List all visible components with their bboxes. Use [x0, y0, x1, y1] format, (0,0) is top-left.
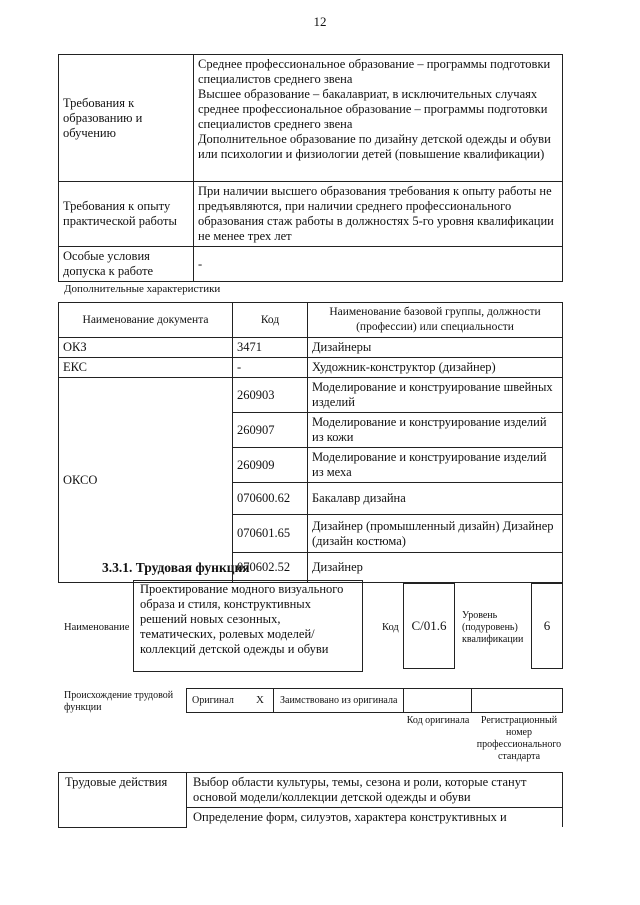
- table-row: [59, 247, 563, 282]
- col-header-code: Код: [233, 303, 308, 338]
- cell-name: Моделирование и конструирование изделий из меха: [308, 448, 563, 483]
- cell-code: 260903: [233, 378, 308, 413]
- text-line: При наличии высшего образования требования к опыту работы не предъявляются, при наличии среднего профессионального образования стаж работы в должностях 5-го уровня квалификации не менее трех лет: [198, 184, 554, 243]
- requirements-table: [58, 54, 563, 282]
- actions-label: Трудовые действия: [59, 773, 187, 828]
- cell-code: -: [233, 358, 308, 378]
- text-line: Высшее образование – бакалавриат, в исключительных случаях среднее профессиональное образование – программы подготовки специалистов среднего звена: [198, 87, 548, 131]
- page-number: 12: [313, 14, 327, 29]
- cell-code: 260909: [233, 448, 308, 483]
- function-code-box: С/01.6: [403, 583, 455, 669]
- section-title: 3.3.1. Трудовая функция: [102, 560, 250, 575]
- table-row: [59, 338, 563, 358]
- code-original-caption: Код оригинала: [406, 715, 470, 726]
- cell-name: Художник-конструктор (дизайнер): [308, 358, 563, 378]
- table-row: [59, 773, 563, 808]
- borrowed-label: Заимствовано из оригинала: [280, 695, 398, 706]
- row-value: [194, 182, 563, 247]
- additional-title: Дополнительные характеристики: [64, 283, 221, 295]
- action-item: Выбор области культуры, темы, сезона и роли, которые станут основой модели/коллекции детской одежды и обуви: [187, 773, 563, 808]
- level-label: Уровень (подуровень) квалификации: [462, 610, 524, 645]
- original-label: Оригинал: [192, 695, 234, 706]
- row-value: [194, 55, 563, 182]
- row-label: Особые условия допуска к работе: [59, 247, 194, 282]
- cell-doc: ОКЗ: [59, 338, 233, 358]
- col-header-document: Наименование документа: [59, 303, 233, 338]
- name-label: Наименование: [64, 622, 130, 633]
- level-value-box: 6: [531, 583, 563, 669]
- cell-name: Бакалавр дизайна: [308, 483, 563, 515]
- cell-code: 070601.65: [233, 515, 308, 553]
- origin-cell-code: [404, 688, 472, 713]
- original-mark: X: [256, 694, 264, 706]
- origin-label: Происхождение трудовой функции: [64, 690, 174, 713]
- table-row: [59, 378, 563, 413]
- col-header-name: Наименование базовой группы, должности (профессии) или специальности: [308, 303, 563, 338]
- text-line: -: [198, 256, 203, 271]
- text-line: Дополнительное образование по дизайну детской одежды и обуви или психологии и физиологии детей (повышение квалификации): [198, 132, 551, 161]
- table-row: [59, 55, 563, 182]
- cell-doc: ОКСО: [59, 378, 233, 583]
- reg-number-caption: Регистрационный номер профессионального стандарта: [476, 715, 562, 762]
- row-label: Требования к опыту практической работы: [59, 182, 194, 247]
- function-name-box: Проектирование модного визуального образа и стиля, конструктивных решений новых сезонных, тематических, ролевых моделей/коллекций детской одежды и обуви: [133, 580, 363, 672]
- cell-name: Дизайнер: [308, 553, 563, 583]
- cell-code: 070600.62: [233, 483, 308, 515]
- actions-table: [58, 772, 563, 828]
- cell-code: 3471: [233, 338, 308, 358]
- table-row: [59, 358, 563, 378]
- cell-name: Дизайнеры: [308, 338, 563, 358]
- cell-code: 260907: [233, 413, 308, 448]
- cell-name: Дизайнер (промышленный дизайн) Дизайнер (дизайн костюма): [308, 515, 563, 553]
- code-label: Код: [382, 622, 399, 633]
- table-row: [59, 182, 563, 247]
- row-label: Требования к образованию и обучению: [59, 55, 194, 182]
- cell-code: 070602.52: [233, 553, 308, 583]
- cell-doc: ЕКС: [59, 358, 233, 378]
- row-value: [194, 247, 563, 282]
- action-item: Определение форм, силуэтов, характера конструктивных и: [187, 808, 563, 828]
- text-line: Среднее профессиональное образование – программы подготовки специалистов среднего звена: [198, 57, 551, 86]
- cell-name: Моделирование и конструирование швейных изделий: [308, 378, 563, 413]
- table-header-row: [59, 303, 563, 338]
- cell-name: Моделирование и конструирование изделий из кожи: [308, 413, 563, 448]
- additional-table: [58, 302, 563, 583]
